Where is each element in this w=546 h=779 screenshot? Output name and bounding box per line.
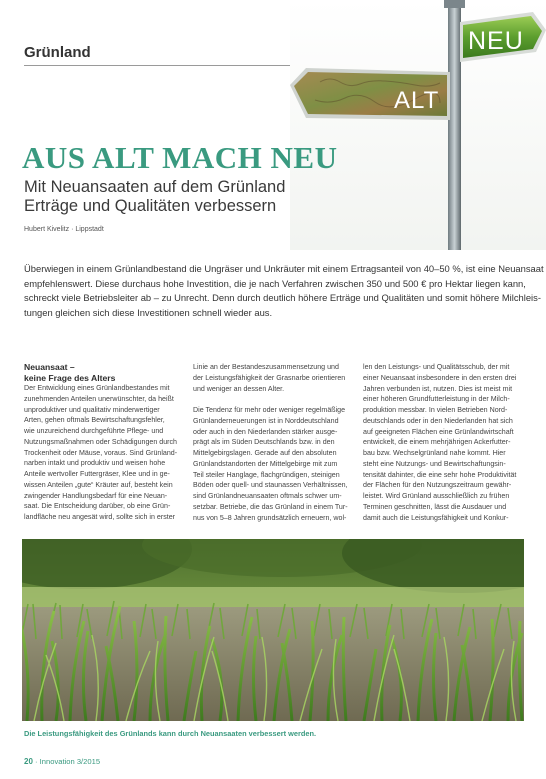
subheadline-line: Erträge und Qualitäten verbessern [24, 197, 277, 215]
body-line: zunehmenden Anteilen unerwünschter, da heißt [24, 394, 174, 403]
body-line: der Flächen für den Nutzungszeitraum gewähr- [363, 481, 512, 490]
body-line: leistet. Wird Grünland ausschließlich zu frühen [363, 492, 510, 500]
lead-paragraph [24, 262, 544, 320]
body-line: nus von 5–8 Jahren grundsätzlich erneuern, wol- [193, 513, 347, 522]
body-line: damit auch die Leistungsfähigkeit und Konkur- [363, 513, 509, 522]
page-title: AUS ALT MACH NEU [22, 140, 338, 175]
body-line: steht eine Nutzungs- und Bewirtschaftungsin- [363, 459, 506, 468]
body-line: prägt als im Süden Deutschlands bzw. in den [193, 438, 335, 447]
article-column-1 [24, 362, 185, 523]
grassland-photo [22, 539, 524, 721]
body-line: narben intakt und produktiv und weisen hohe [24, 459, 166, 468]
lead-line: tungen gleichen sich diese Investitionen schnell wieder aus. [24, 306, 273, 318]
sign-new-text: NEU [468, 27, 524, 55]
column-subheading: Neuansaat – [24, 362, 75, 372]
body-line: auf geeigneten Flächen eine Grünlandwirtschaft [363, 427, 514, 436]
body-line: einer Neuansaat insbesondere in den ersten drei [363, 373, 517, 382]
body-line: Terminen geschnitten, lässt die Ausdauer und [363, 502, 507, 511]
body-line: bau bzw. Wechselgrünland nahe kommt. Hier [363, 449, 506, 457]
body-line: der Leistungsfähigkeit der Grasnarbe orientieren [193, 373, 346, 382]
body-line: Linie an der Bestandeszusammensetzung und [193, 363, 339, 371]
lead-line: schreckt viele Betriebsleiter ab – zu Unrecht. Denn durch deutlich höhere Erträge und Qualitäten und somit höhere Milchleis- [24, 292, 541, 304]
body-line: Trockenheit oder Mäuse, voraus. Sind Grünland- [24, 448, 178, 457]
subheadline [24, 178, 444, 216]
body-line: zwingender Handlungsbedarf für eine Neuan- [24, 491, 168, 500]
publication-name: · Innovation 3/2015 [35, 757, 101, 766]
body-line: Grünlandstandorten der Mittelgebirge mit zum [193, 459, 338, 468]
body-line: Mittelgebirgslagen. Gerade auf den absoluten [193, 449, 337, 457]
body-line: und weniger an dessen Alter. [193, 384, 285, 393]
byline: Hubert Kivelitz · Lippstadt [24, 226, 104, 233]
body-line: Jahren verbunden ist, nutzen. Dies ist meist mit [363, 384, 513, 393]
body-line: Böden oder quell- und staunassen Verhältnissen, [193, 481, 348, 490]
body-line: setzbar. Betriebe, die das Grünland in einem Tur- [193, 502, 348, 511]
body-line: entwickelt, die einem mehrjährigen Ackerfutter- [363, 438, 511, 447]
lead-line: empfehlenswert. Diese durchaus hohe Investition, die je nach Verfahren zwischen 350 und 500 € pro Hektar liegen kann, [24, 277, 526, 289]
body-line: unproduktiver und qualitativ minderwertiger [24, 405, 160, 414]
body-line: Anteile wertvoller Futtergräser, Klee und in ge- [24, 470, 170, 478]
lead-line: Überwiegen in einem Grünlandbestand die Ungräser und Unkräuter mit einem Ertragsanteil von 40–50 %, ist eine Neuansaat [24, 263, 544, 274]
body-line: einer höheren Grundfutterleistung in der Milch- [363, 395, 510, 404]
body-line: Nutzungsmaßnahmen oder Schädigungen durch [24, 437, 178, 446]
body-line: Die Tendenz für mehr oder weniger regelmäßige [193, 406, 346, 414]
sign-old-text: ALT [394, 87, 440, 114]
section-label: Grünland [24, 44, 91, 61]
body-line: wie unzureichend durchgeführte Pflege- und [24, 427, 164, 435]
column-subheading: keine Frage des Alters [24, 372, 116, 383]
body-line: len den Leistungs- und Qualitätsschub, der mit [363, 363, 510, 371]
body-line: Arten, gehen oftmals Bewirtschaftungsfehler, [24, 416, 165, 425]
body-line: Grünlanderneuerungen ist in Norddeutschland [193, 416, 339, 425]
body-line: landfläche neu angesät wird, sollte sich in erster [24, 513, 176, 521]
body-line: saat. Die Entscheidung darüber, ob eine Grün- [24, 502, 171, 511]
article-column-2 [193, 362, 354, 523]
photo-caption: Die Leistungsfähigkeit des Grünlands kann durch Neuansaaten verbessert werden. [24, 729, 317, 738]
body-line: tensität dahinter, die eine sehr hohe Produktivität [363, 470, 517, 479]
body-line: wissen Anteilen „gute“ Kräuter auf, besteht kein [24, 480, 173, 489]
body-line: Teil steiler Hanglage, flachgründigen, steinigen [193, 470, 340, 479]
body-line [193, 394, 354, 405]
body-line: Der Entwicklung eines Grünlandbestandes mit [24, 384, 170, 392]
article-column-3 [363, 362, 524, 523]
page-footer [24, 757, 100, 766]
page-number: 20 [24, 757, 33, 766]
body-line: oder auch in den Niederlanden stärker ausge- [193, 427, 338, 436]
subheadline-line: Mit Neuansaaten auf dem Grünland [24, 178, 286, 196]
body-line: produktion messbar. In vielen Betrieben Nord- [363, 406, 508, 414]
body-line: deutschlands oder in den Niederlanden hat sich [363, 416, 513, 425]
body-line: sind Grünlandneuansaaten oftmals schwer um- [193, 492, 342, 500]
